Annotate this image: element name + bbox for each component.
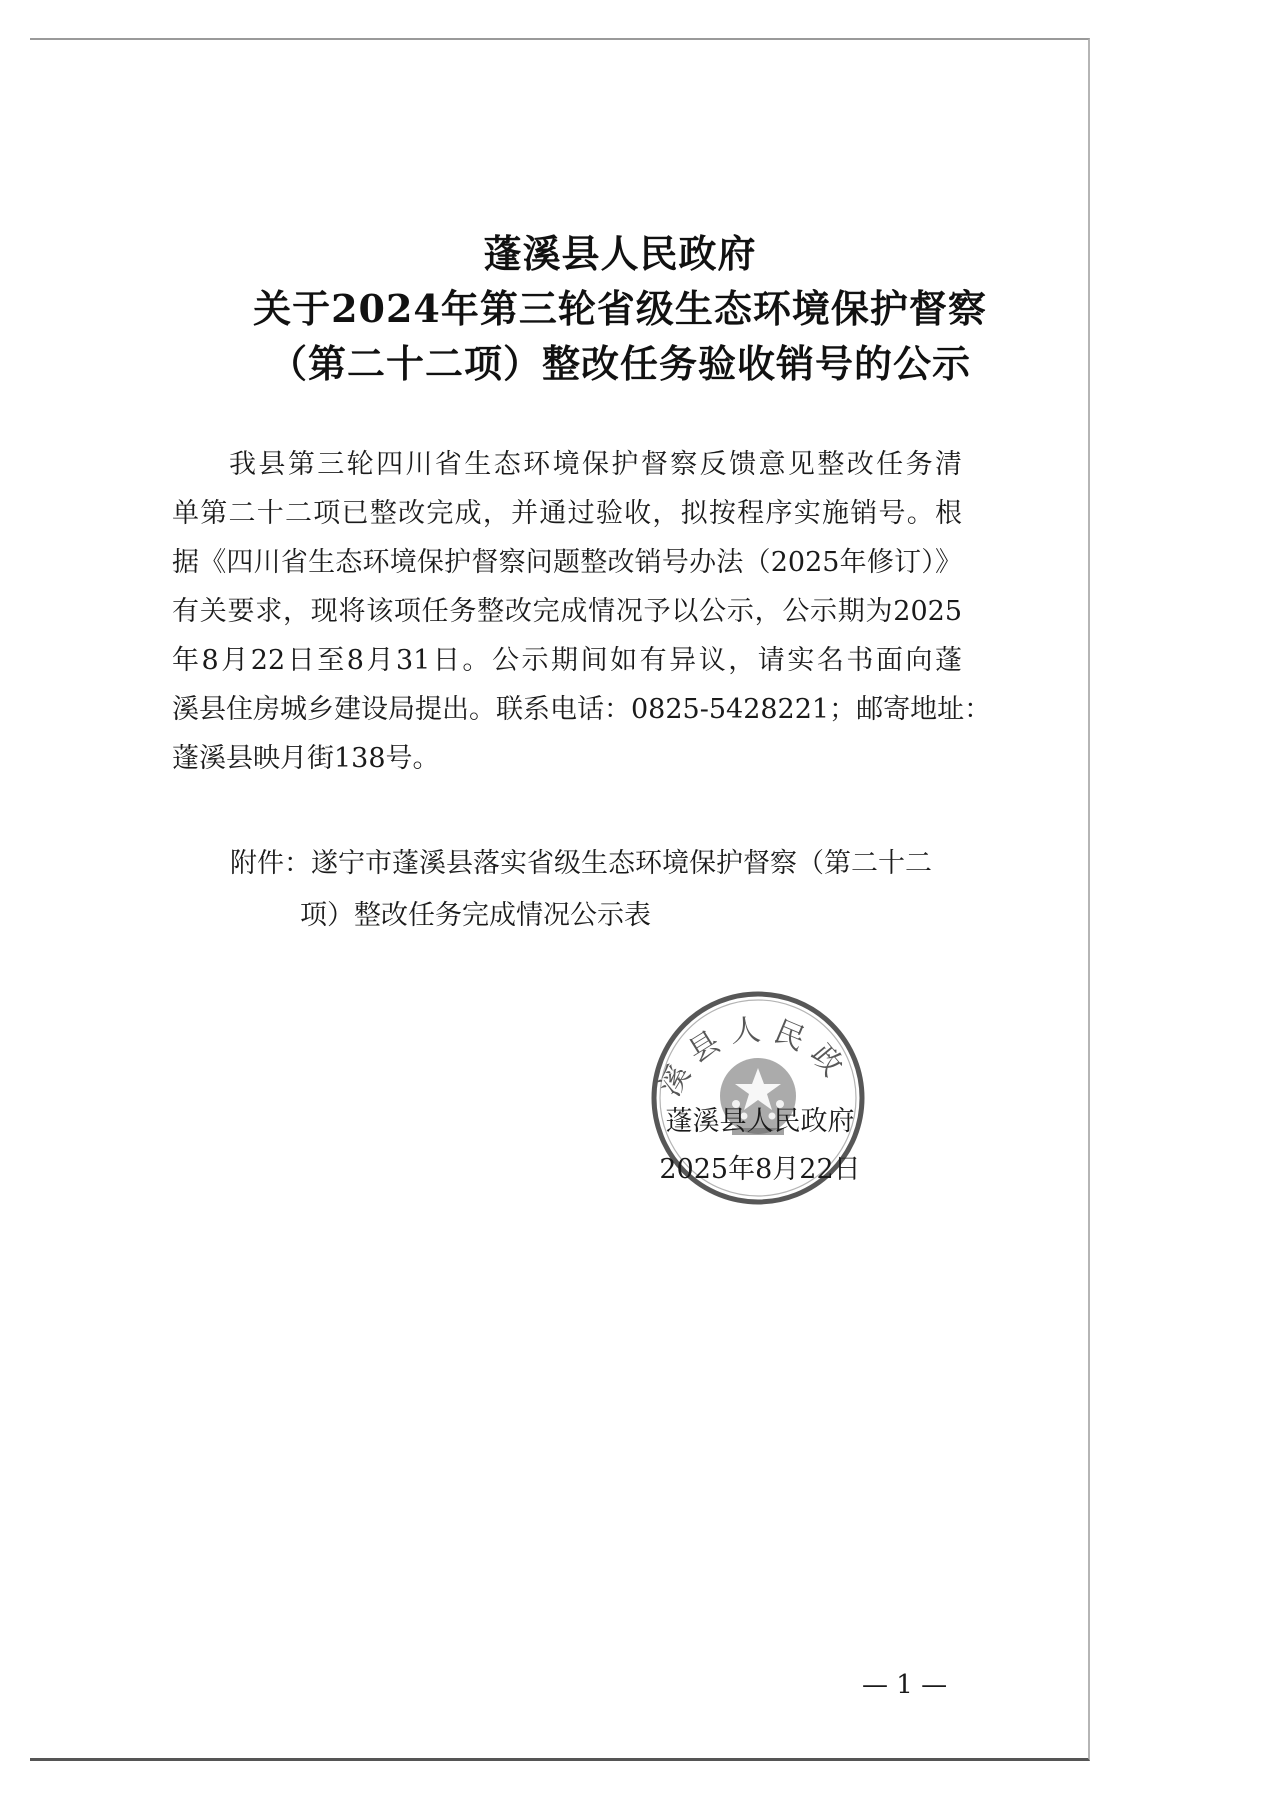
body-paragraph [172,440,992,783]
title-line-3: （第二十二项）整改任务验收销号的公示 [268,341,971,386]
body-line: 我县第三轮四川省生态环境保护督察反馈意见整改任务清 [229,449,962,480]
attachment-line: 项）整改任务完成情况公示表 [300,900,651,931]
body-line: 蓬溪县映月街138号。 [172,743,440,774]
body-line: 溪县住房城乡建设局提出。联系电话：0825-5428221；邮寄地址： [172,694,992,725]
body-line: 年8月22日至8月31日。公示期间如有异议，请实名书面向蓬 [172,645,962,676]
document-title [150,226,1090,391]
attachment-note [230,838,960,942]
body-line: 据《四川省生态环境保护督察问题整改销号办法（2025年修订）》 [172,547,962,578]
attachment-line: 附件：遂宁市蓬溪县落实省级生态环境保护督察（第二十二 [230,848,932,879]
svg-text:溪县人民政: 溪县人民政 [652,1011,856,1103]
body-line: 单第二十二项已整改完成，并通过验收，拟按程序实施销号。根 [172,498,962,529]
signature-block [640,1098,880,1194]
title-line-1: 蓬溪县人民政府 [483,231,757,276]
title-line-2: 关于2024年第三轮省级生态环境保护督察 [253,286,987,331]
page-number: — 1 — [862,1670,948,1700]
issuer-name: 蓬溪县人民政府 [665,1106,855,1137]
body-line: 有关要求，现将该项任务整改完成情况予以公示，公示期为2025 [172,596,962,627]
issue-date: 2025年8月22日 [659,1154,861,1185]
